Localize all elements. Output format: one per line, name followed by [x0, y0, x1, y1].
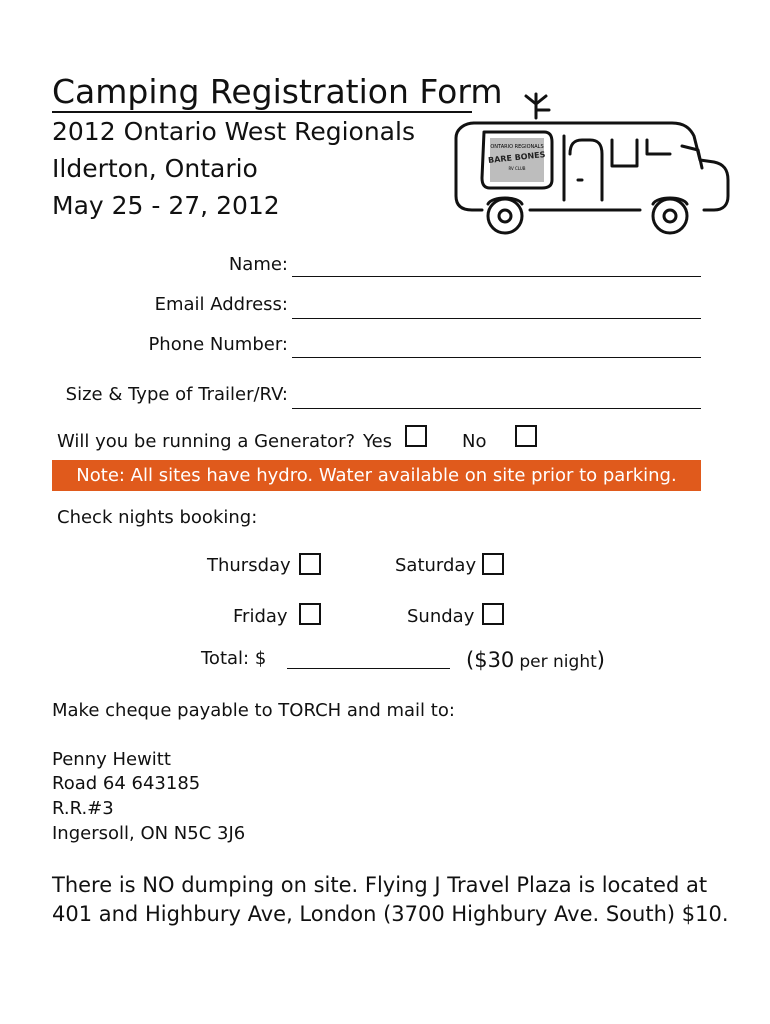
- address-name: Penny Hewitt: [52, 749, 171, 770]
- thursday-label: Thursday: [207, 555, 291, 576]
- cheque-instruction: Make cheque payable to TORCH and mail to:: [52, 700, 455, 721]
- generator-yes-checkbox[interactable]: [405, 425, 427, 447]
- dumping-line-1: There is NO dumping on site. Flying J Travel Plaza is located at: [52, 873, 708, 897]
- price-per-night: [466, 648, 605, 672]
- hydro-water-note: Note: All sites have hydro. Water available on site prior to parking.: [52, 460, 701, 491]
- trailer-field[interactable]: [292, 408, 701, 409]
- saturday-label: Saturday: [395, 555, 477, 576]
- total-label: Total: $: [201, 648, 267, 669]
- event-location: Ilderton, Ontario: [52, 154, 258, 183]
- address-road: Road 64 643185: [52, 773, 201, 794]
- generator-no-checkbox[interactable]: [515, 425, 537, 447]
- thursday-checkbox[interactable]: [299, 553, 321, 575]
- email-label: Email Address:: [154, 294, 288, 315]
- email-field[interactable]: [292, 318, 701, 319]
- logo-main-text: BARE BONES: [487, 150, 546, 165]
- address-city: Ingersoll, ON N5C 3J6: [52, 823, 246, 844]
- event-dates: May 25 - 27, 2012: [52, 191, 280, 220]
- generator-no-label: No: [462, 431, 487, 452]
- phone-field[interactable]: [292, 357, 701, 358]
- nights-heading: Check nights booking:: [57, 507, 258, 528]
- event-name: 2012 Ontario West Regionals: [52, 117, 415, 146]
- phone-label: Phone Number:: [148, 334, 288, 355]
- generator-question: Will you be running a Generator?: [57, 431, 356, 452]
- sunday-checkbox[interactable]: [482, 603, 504, 625]
- generator-yes-label: Yes: [363, 431, 393, 452]
- friday-label: Friday: [233, 606, 288, 627]
- sunday-label: Sunday: [407, 606, 475, 627]
- title-underline: [52, 111, 472, 113]
- rv-illustration: [452, 88, 742, 243]
- price-open-paren: (: [466, 648, 475, 672]
- friday-checkbox[interactable]: [299, 603, 321, 625]
- per-night-label: per night: [519, 652, 597, 672]
- saturday-checkbox[interactable]: [482, 553, 504, 575]
- name-label: Name:: [228, 254, 288, 275]
- price-amount: $30: [474, 648, 515, 672]
- price-close-paren: ): [596, 648, 605, 672]
- form-title: Camping Registration Form: [52, 72, 503, 111]
- address-rr: R.R.#3: [52, 798, 114, 819]
- trailer-label: Size & Type of Trailer/RV:: [65, 384, 288, 405]
- name-field[interactable]: [292, 276, 701, 277]
- dumping-line-2: 401 and Highbury Ave, London (3700 Highbury Ave. South) $10.: [52, 902, 729, 926]
- logo-top-text: ONTARIO REGIONALS: [490, 144, 544, 150]
- total-amount-field[interactable]: [287, 668, 450, 669]
- logo-bottom-text: RV CLUB: [508, 166, 526, 171]
